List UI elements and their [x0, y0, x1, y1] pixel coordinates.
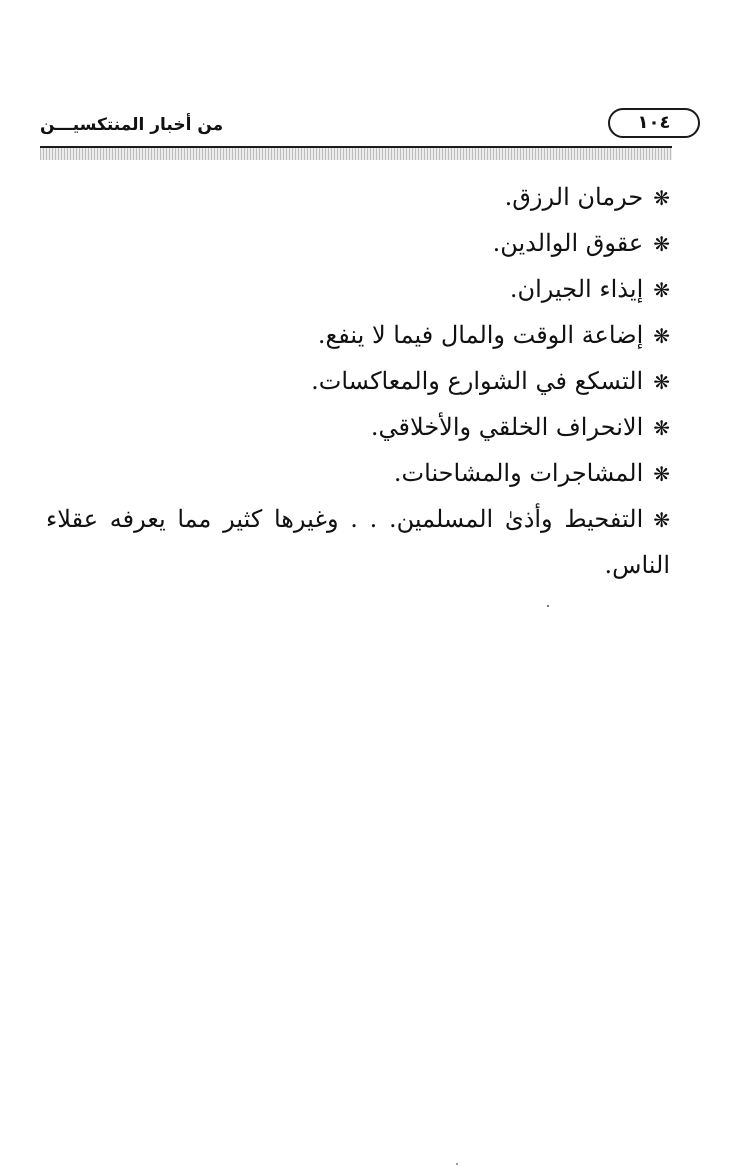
list-item-text: عقوق الوالدين. — [492, 229, 644, 257]
bullet-star-icon: ❋ — [653, 278, 670, 302]
bullet-star-icon: ❋ — [653, 462, 670, 486]
list-item — [46, 405, 670, 451]
bullet-star-icon: ❋ — [653, 324, 670, 348]
bullet-star-icon: ❋ — [653, 232, 670, 256]
list-item-text: إيذاء الجيران. — [509, 275, 644, 303]
bullet-star-icon: ❋ — [653, 370, 670, 394]
list-item — [46, 221, 670, 267]
list-item — [46, 313, 670, 359]
list-item — [46, 175, 670, 221]
list-item — [46, 451, 670, 497]
header-rule — [40, 146, 672, 160]
page-number: ١٠٤ — [608, 108, 700, 138]
scan-speck — [456, 1163, 458, 1165]
bullet-star-icon: ❋ — [653, 416, 670, 440]
list-item — [46, 497, 670, 588]
list-item — [46, 359, 670, 405]
page-header — [40, 104, 672, 144]
list-item-text: حرمان الرزق. — [504, 183, 644, 211]
main-text — [46, 175, 670, 588]
bullet-star-icon: ❋ — [653, 508, 670, 532]
list-item-text: التفحيط وأذىٰ المسلمين. . . وغيرها كثير مما يعرفه عقلاء الناس. — [46, 505, 670, 579]
list-item — [46, 267, 670, 313]
scan-speck — [547, 605, 549, 607]
list-item-text: الانحراف الخلقي والأخلاقي. — [370, 413, 644, 441]
list-item-text: التسكع في الشوارع والمعاكسات. — [311, 367, 644, 395]
list-item-text: إضاعة الوقت والمال فيما لا ينفع. — [317, 321, 644, 349]
bullet-star-icon: ❋ — [653, 186, 670, 210]
list-item-text: المشاجرات والمشاحنات. — [393, 459, 644, 487]
running-title: من أخبار المنتكسيـــن — [40, 115, 224, 135]
